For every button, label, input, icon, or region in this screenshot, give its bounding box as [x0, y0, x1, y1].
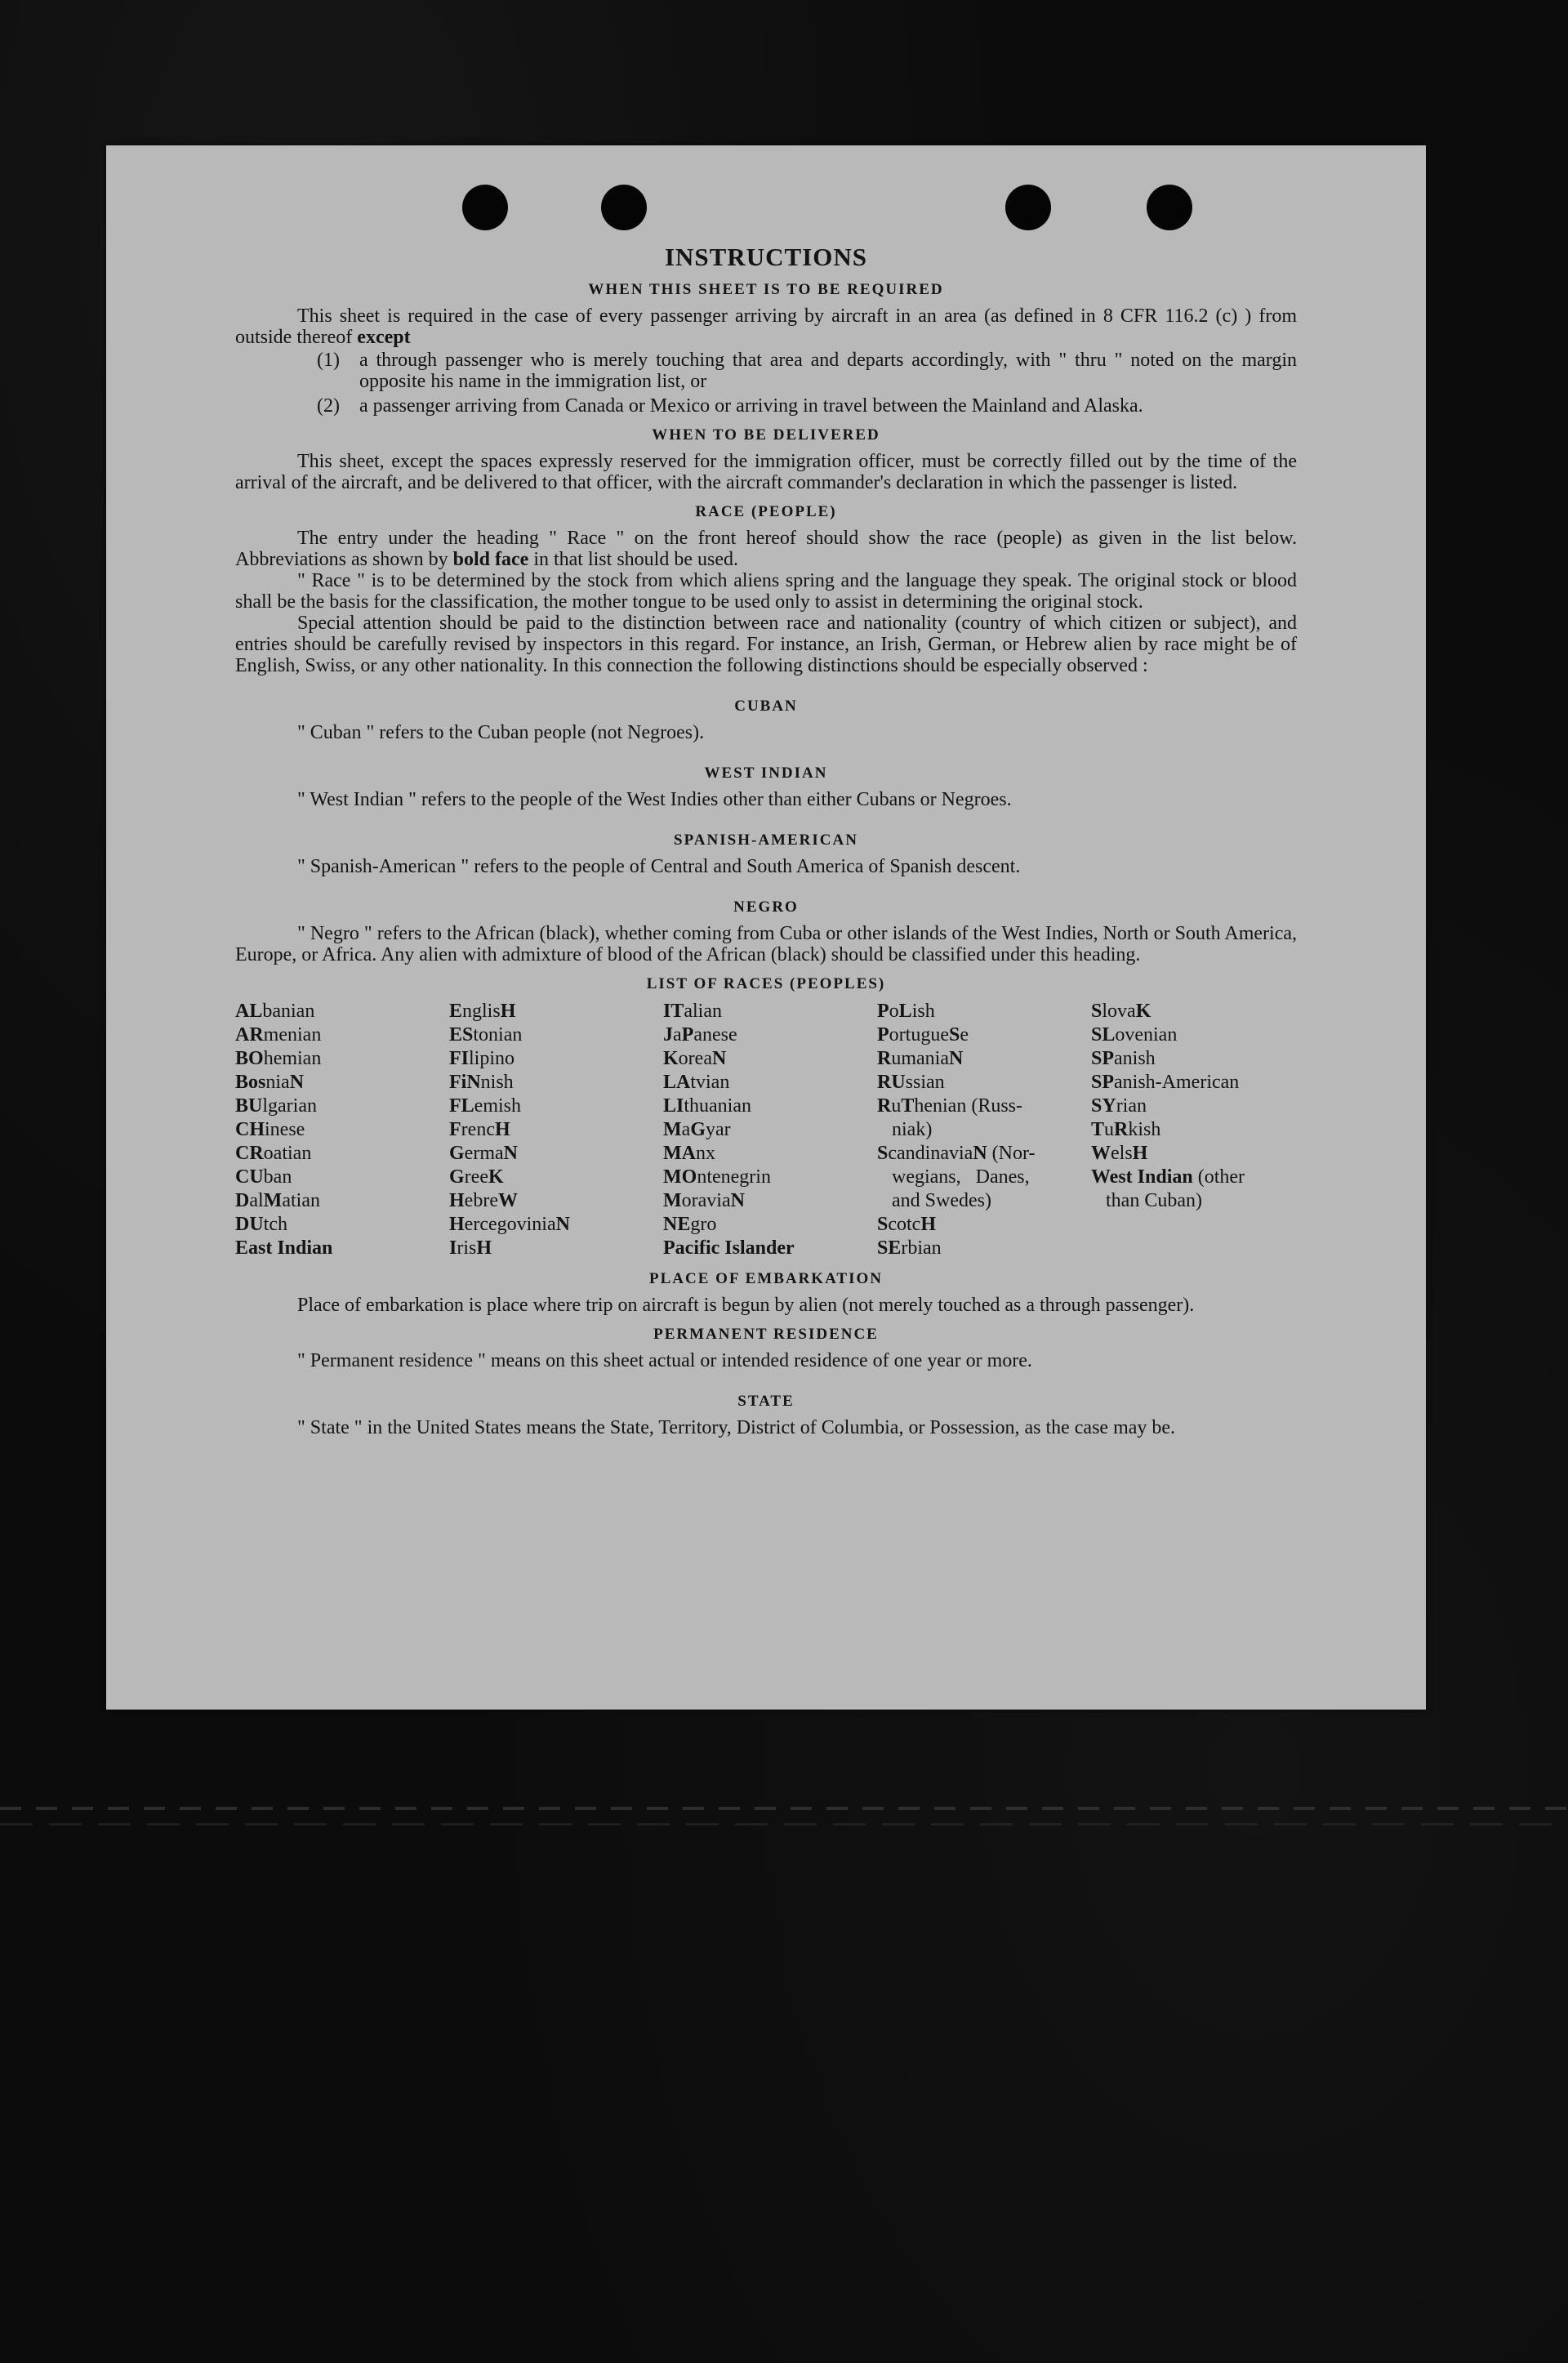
section-heading: SPANISH-AMERICAN — [674, 832, 858, 849]
race-entry: BosniaN — [235, 1072, 305, 1093]
section-heading: WHEN THIS SHEET IS TO BE REQUIRED — [588, 281, 944, 298]
paragraph: " State " in the United States means the State, Territory, District of Columbia, or Possession, as the case may be. — [297, 1417, 1176, 1438]
paragraph: " Race " is to be determined by the stock from which aliens spring and the language they speak. The original stock or blood shall be the basis for the classification, the mother tongue to be used only to assist in determining the original stock. — [235, 570, 1297, 613]
race-entry: PortugueSe — [877, 1024, 969, 1046]
item-number: (1) — [317, 350, 340, 371]
race-entry: MoraviaN — [663, 1190, 745, 1211]
paragraph-text: The entry under the heading " Race " on the front hereof should show the race (people) as given in the list below. Abbreviations as shown by — [235, 528, 1297, 570]
section-heading: RACE (PEOPLE) — [695, 503, 837, 520]
race-entry: CUban — [235, 1166, 292, 1188]
section-heading: NEGRO — [733, 898, 799, 916]
race-entry: ALbanian — [235, 1001, 315, 1022]
race-entry: HercegoviniaN — [449, 1214, 570, 1235]
paragraph — [235, 528, 1297, 570]
section-heading: LIST OF RACES (PEOPLES) — [646, 975, 886, 992]
race-entry: SLovenian — [1091, 1024, 1178, 1046]
paragraph: This sheet, except the spaces expressly reserved for the immigration officer, must be correctly filled out by the time of the arrival of the aircraft, and be delivered to that officer, with the aircraft commander's declaration in which the passenger is listed. — [235, 451, 1297, 493]
race-entry: niak) — [877, 1119, 933, 1140]
item-text: a through passenger who is merely touching that area and departs accordingly, with " thru " noted on the margin opposite his name in the immigration list, or — [359, 350, 1297, 392]
race-entry: Pacific Islander — [663, 1237, 795, 1259]
race-entry: SPanish — [1091, 1048, 1156, 1069]
race-entry: ScotcH — [877, 1214, 937, 1235]
section-heading: WEST INDIAN — [704, 765, 828, 782]
race-entry: BUlgarian — [235, 1095, 317, 1117]
races-column — [235, 1000, 441, 1260]
race-entry: RumaniaN — [877, 1048, 964, 1069]
race-entry: CHinese — [235, 1119, 305, 1140]
paragraph: Place of embarkation is place where trip on aircraft is begun by alien (not merely touched as a through passenger). — [297, 1295, 1195, 1316]
race-entry: SYrian — [1091, 1095, 1147, 1117]
race-entry: WelsH — [1091, 1143, 1148, 1164]
race-entry: ITalian — [663, 1001, 722, 1022]
race-entry: wegians, Danes, — [877, 1166, 1030, 1188]
section-heading: PERMANENT RESIDENCE — [653, 1326, 879, 1343]
race-entry: FIlipino — [449, 1048, 515, 1069]
paragraph-text: in that list should be used. — [528, 549, 738, 570]
race-entry: MOntenegrin — [663, 1166, 771, 1188]
paragraph: Special attention should be paid to the distinction between race and nationality (country of which citizen or subject), and entries should be carefully revised by inspectors in this regard. For instance, an Irish, German, or Hebrew alien by race might be of English, Swiss, or any other nationality. In this connection the following distinctions should be especially observed : — [235, 613, 1297, 676]
list-item — [235, 395, 1297, 417]
section-heading: STATE — [737, 1393, 795, 1410]
race-entry: and Swedes) — [877, 1190, 991, 1211]
scan-artifact-line — [0, 1807, 1568, 1810]
race-entry: BOhemian — [235, 1048, 322, 1069]
punch-hole-icon — [462, 185, 508, 230]
race-entry: MaGyar — [663, 1119, 731, 1140]
race-entry: RUssian — [877, 1072, 945, 1093]
document-body — [235, 243, 1297, 1438]
race-entry: IrisH — [449, 1237, 492, 1259]
paragraph: " Cuban " refers to the Cuban people (not Negroes). — [297, 722, 705, 743]
race-entry: GreeK — [449, 1166, 504, 1188]
races-column — [1091, 1000, 1297, 1260]
section-heading: CUBAN — [734, 698, 798, 715]
race-entry: HebreW — [449, 1190, 518, 1211]
race-entry: JaPanese — [663, 1024, 737, 1046]
race-entry: NEgro — [663, 1214, 717, 1235]
paragraph: " West Indian " refers to the people of the West Indies other than either Cubans or Negroes. — [297, 789, 1012, 810]
punch-hole-icon — [601, 185, 647, 230]
race-entry: DUtch — [235, 1214, 287, 1235]
paragraph-bold-text: except — [357, 327, 411, 348]
race-entry: PoLish — [877, 1001, 935, 1022]
race-entry: MAnx — [663, 1143, 715, 1164]
race-entry: LIthuanian — [663, 1095, 751, 1117]
race-entry: GermaN — [449, 1143, 518, 1164]
item-text: a passenger arriving from Canada or Mexico or arriving in travel between the Mainland and Alaska. — [359, 395, 1143, 417]
page-title: INSTRUCTIONS — [664, 243, 867, 271]
race-entry: TuRkish — [1091, 1119, 1161, 1140]
race-entry: EnglisH — [449, 1001, 516, 1022]
race-entry: SlovaK — [1091, 1001, 1152, 1022]
race-entry: DalMatian — [235, 1190, 320, 1211]
race-entry: KoreaN — [663, 1048, 727, 1069]
race-entry: ARmenian — [235, 1024, 322, 1046]
race-entry: FrencH — [449, 1119, 510, 1140]
races-column — [663, 1000, 869, 1260]
race-entry: CRoatian — [235, 1143, 312, 1164]
race-entry: ScandinaviaN (Nor- — [877, 1143, 1036, 1164]
paragraph-bold-text: bold face — [452, 549, 529, 570]
section-heading: WHEN TO BE DELIVERED — [652, 426, 880, 444]
races-list — [235, 1000, 1297, 1260]
item-number: (2) — [317, 395, 340, 417]
list-item — [235, 350, 1297, 392]
races-column — [449, 1000, 655, 1260]
paragraph: " Negro " refers to the African (black), whether coming from Cuba or other islands of the West Indies, North or South America, Europe, or Africa. Any alien with admixture of blood of the African (black) should be classified under this heading. — [235, 923, 1297, 965]
race-entry: FiNnish — [449, 1072, 514, 1093]
punch-hole-icon — [1147, 185, 1192, 230]
race-entry: West Indian (other — [1091, 1166, 1245, 1188]
paragraph — [235, 305, 1297, 348]
race-entry: EStonian — [449, 1024, 523, 1046]
race-entry: RuThenian (Russ- — [877, 1095, 1023, 1117]
race-entry: East Indian — [235, 1237, 333, 1259]
race-entry: SErbian — [877, 1237, 942, 1259]
punch-hole-icon — [1005, 185, 1051, 230]
paragraph: " Permanent residence " means on this sheet actual or intended residence of one year or more. — [297, 1350, 1032, 1371]
race-entry: SPanish-American — [1091, 1072, 1240, 1093]
paragraph-text: This sheet is required in the case of every passenger arriving by aircraft in an area (as defined in 8 CFR 116.2 (c) ) from outside thereof — [235, 305, 1297, 348]
races-column — [877, 1000, 1083, 1260]
document-sheet — [106, 145, 1426, 1710]
scan-artifact-line — [0, 1823, 1568, 1826]
race-entry: FLemish — [449, 1095, 521, 1117]
section-heading: PLACE OF EMBARKATION — [649, 1270, 883, 1287]
race-entry: LAtvian — [663, 1072, 730, 1093]
paragraph: " Spanish-American " refers to the people of Central and South America of Spanish descent. — [297, 856, 1021, 877]
race-entry: than Cuban) — [1091, 1190, 1202, 1211]
